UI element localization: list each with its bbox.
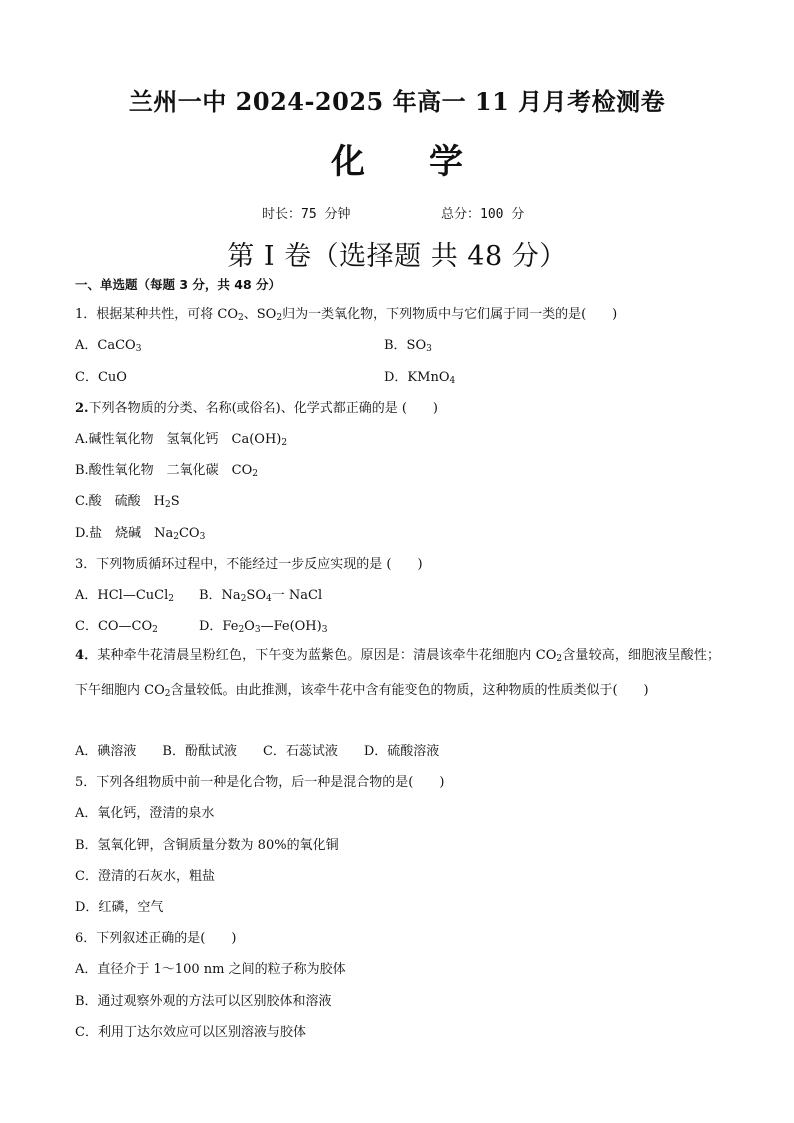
question-4-options: A．碘溶液 B．酚酞试液 C．石蕊试液 D．硫酸溶液 xyxy=(75,744,440,759)
question-4-stem xyxy=(75,640,720,710)
question-text: 某种牵牛花清晨呈粉红色，下午变为蓝紫色。原因是：清晨该牵牛花细胞内 CO xyxy=(97,648,557,663)
question-5-option-c: C．澄清的石灰水，粗盐 xyxy=(75,869,215,884)
question-5-option-d: D．红磷，空气 xyxy=(75,900,164,915)
question-number: 4． xyxy=(75,648,98,663)
option-text: B．Na xyxy=(199,588,241,603)
question-3-option-c xyxy=(75,615,158,635)
option-text: C.酸 硫酸 H xyxy=(75,494,165,509)
exam-total-score: 总分：100 分 xyxy=(441,207,525,222)
section-heading: 一、单选题（每题 3 分，共 48 分） xyxy=(75,277,282,292)
question-6-option-c: C．利用丁达尔效应可以区别溶液与胶体 xyxy=(75,1025,306,1040)
question-2-option-a xyxy=(75,428,287,448)
subscript: 3 xyxy=(426,344,432,354)
question-number: 1． xyxy=(75,307,97,322)
question-2-option-b xyxy=(75,459,258,479)
option-text: S xyxy=(170,494,180,509)
subscript: 2 xyxy=(252,469,259,479)
option-text: A．CaCO xyxy=(75,338,136,353)
question-1-stem xyxy=(75,303,617,323)
subscript: 3 xyxy=(254,625,261,635)
exam-duration: 时长：75 分钟 xyxy=(262,207,351,222)
question-text: 下列物质循环过程中，不能经过一步反应实现的是 ( ) xyxy=(96,557,423,572)
question-6-option-b: B．通过观察外观的方法可以区别胶体和溶液 xyxy=(75,994,332,1009)
question-number: 2. xyxy=(75,401,89,416)
exam-title: 兰州一中 2024-2025 年高一 11 月月考检测卷 xyxy=(128,87,666,116)
question-text: 下列叙述正确的是( ) xyxy=(96,931,237,946)
question-1-option-c: C．CuO xyxy=(75,370,127,385)
question-6-stem xyxy=(75,927,236,946)
question-3-option-a xyxy=(75,584,174,604)
subscript: 2 xyxy=(152,625,158,635)
question-text: 归为一类氧化物，下列物质中与它们属于同一类的是( ) xyxy=(282,307,618,322)
option-text: SO xyxy=(246,588,266,603)
subscript: 2 xyxy=(164,689,171,699)
option-text: 一 NaCl xyxy=(271,588,323,603)
subscript: 2 xyxy=(281,438,288,448)
subscript: 3 xyxy=(199,532,206,542)
subject-char-2: 学 xyxy=(429,142,463,182)
subscript: 2 xyxy=(276,313,283,323)
option-text: CO xyxy=(178,526,200,541)
subscript: 2 xyxy=(556,654,563,664)
subscript: 2 xyxy=(173,532,179,542)
subscript: 4 xyxy=(266,594,272,604)
question-number: 6． xyxy=(75,931,97,946)
question-1-option-a xyxy=(75,334,141,354)
question-text: 下列各组物质中前一种是化合物，后一种是混合物的是( ) xyxy=(96,775,445,790)
part-title: 第 I 卷（选择题 共 48 分） xyxy=(227,241,567,272)
option-text: C．CO—CO xyxy=(75,619,153,634)
subscript: 2 xyxy=(238,313,244,323)
question-text: 下列各物质的分类、名称(或俗名)、化学式都正确的是 ( ) xyxy=(88,401,438,416)
question-2-option-d xyxy=(75,522,205,542)
question-text: 含量较低。由此推测，该牵牛花中含有能变色的物质，这种物质的性质类似于( ) xyxy=(170,683,649,698)
option-text: D．Fe xyxy=(199,619,239,634)
subject-title xyxy=(0,134,794,183)
option-text: —Fe(OH) xyxy=(260,619,322,634)
subscript: 2 xyxy=(238,625,245,635)
option-text: D．KMnO xyxy=(384,370,450,385)
question-number: 5． xyxy=(75,775,97,790)
question-3-option-d xyxy=(199,615,327,635)
question-3-option-b xyxy=(199,584,322,604)
question-1-option-b xyxy=(384,334,432,354)
option-text: B.酸性氧化物 二氧化碳 CO xyxy=(75,463,253,478)
subscript: 2 xyxy=(168,594,174,604)
option-text: A．HCl—CuCl xyxy=(75,588,169,603)
subscript: 2 xyxy=(164,500,171,510)
question-5-option-b: B．氢氧化钾，含铜质量分数为 80%的氧化铜 xyxy=(75,838,339,853)
question-number: 3． xyxy=(75,557,97,572)
subscript: 3 xyxy=(321,625,328,635)
question-2-option-c xyxy=(75,490,180,510)
question-text: 含量较高，细胞液呈酸性；下午细胞内 CO xyxy=(75,648,720,698)
subscript: 3 xyxy=(135,344,142,354)
question-3-stem xyxy=(75,553,423,572)
question-5-option-a: A．氧化钙，澄清的泉水 xyxy=(75,806,215,821)
question-2-stem xyxy=(75,397,438,416)
question-text: 、SO xyxy=(243,307,277,322)
option-text: O xyxy=(244,619,255,634)
option-text: A.碱性氧化物 氢氧化钙 Ca(OH) xyxy=(75,432,282,447)
subscript: 4 xyxy=(449,376,456,386)
question-1-option-d xyxy=(384,366,455,386)
option-text: B．SO xyxy=(384,338,427,353)
subject-char-1: 化 xyxy=(331,142,365,182)
option-text: D.盐 烧碱 Na xyxy=(75,526,174,541)
question-text: 根据某种共性，可将 CO xyxy=(96,307,239,322)
subscript: 2 xyxy=(240,594,247,604)
question-5-stem xyxy=(75,771,444,790)
question-6-option-a: A．直径介于 1～100 nm 之间的粒子称为胶体 xyxy=(75,962,346,977)
